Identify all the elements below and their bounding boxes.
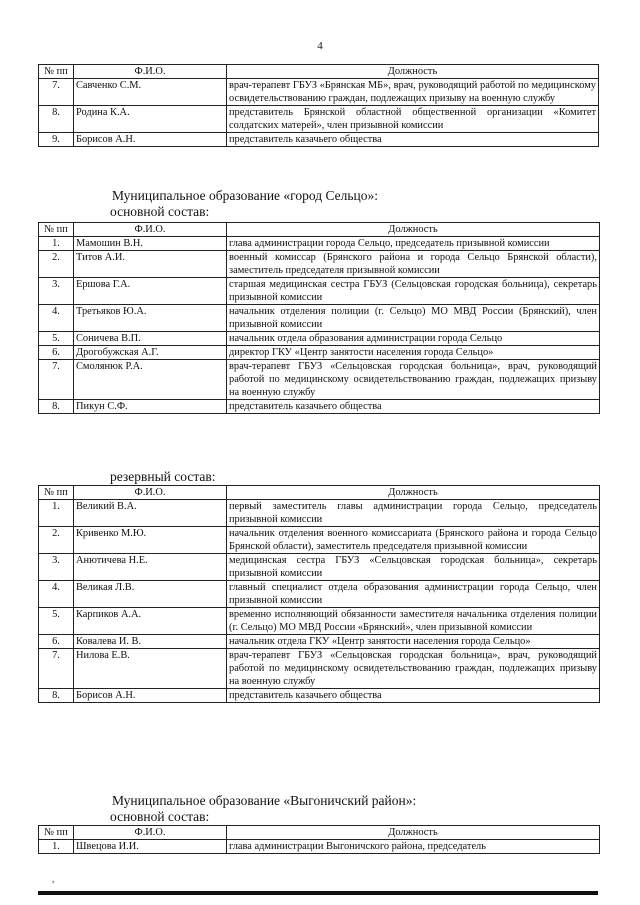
row-position: глава администрации города Сельцо, председатель призывной комиссии [227,237,600,251]
col-name-header: Ф.И.О. [74,486,227,500]
row-position: начальник отделения полиции (г. Сельцо) МО МВД России (Брянский), член призывной комиссии [227,305,600,332]
section-subtitle-reserve: резервный состав: [110,469,216,484]
row-name: Анютичева Н.Е. [74,554,227,581]
col-name-header: Ф.И.О. [74,65,227,79]
col-num-header: № пп [39,65,74,79]
table-row [39,305,600,332]
table-row [39,581,600,608]
col-num-header: № пп [39,223,74,237]
table-row [39,649,600,689]
row-number: 8. [39,400,74,414]
row-name: Борисов А.Н. [74,133,227,147]
commission-table-1 [38,64,599,147]
commission-table-selco-main [38,222,600,414]
row-name: Титов А.И. [74,251,227,278]
row-number: 1. [39,500,74,527]
row-number: 1. [39,840,74,854]
row-name: Мамошин В.Н. [74,237,227,251]
row-number: 9. [39,133,74,147]
row-position: представитель казачьего общества [227,133,599,147]
row-position: представитель казачьего общества [227,689,600,703]
row-number: 7. [39,79,74,106]
row-number: 8. [39,106,74,133]
row-name: Ершова Г.А. [74,278,227,305]
col-position-header: Должность [227,65,599,79]
row-number: 3. [39,278,74,305]
row-name: Пикун С.Ф. [74,400,227,414]
row-name: Карпиков А.А. [74,608,227,635]
section-title-selco: Муниципальное образование «город Сельцо»: [112,188,379,203]
row-position: военный комиссар (Брянского района и города Сельцо Брянской области), заместитель председателя призывной комиссии [227,251,600,278]
row-position: представитель казачьего общества [227,400,600,414]
row-name: Савченко С.М. [74,79,227,106]
section-subtitle-main: основной состав: [110,204,210,219]
table-row [39,360,600,400]
row-number: 5. [39,332,74,346]
section-subtitle-main-2: основной состав: [110,809,210,824]
row-name: Дрогобужская А.Г. [74,346,227,360]
row-name: Нилова Е.В. [74,649,227,689]
table-row [39,106,599,133]
row-number: 6. [39,635,74,649]
row-position: врач-терапевт ГБУЗ «Сельцовская городская больница», врач, руководящий работой по медицинскому освидетельствованию граждан, подлежащих призыву на военную службу [227,649,600,689]
row-position: врач-терапевт ГБУЗ «Брянская МБ», врач, руководящий работой по медицинскому освидетельствованию граждан, подлежащих призыву на военную службу [227,79,599,106]
row-position: первый заместитель главы администрации города Сельцо, председатель призывной комиссии [227,500,600,527]
row-number: 1. [39,237,74,251]
row-position: глава администрации Выгоничского района, председатель [227,840,600,854]
table-row [39,840,600,854]
col-position-header: Должность [227,826,600,840]
table-row [39,278,600,305]
row-number: 4. [39,581,74,608]
table-header-row [39,223,600,237]
scan-mark: , [52,874,55,884]
row-name: Великий В.А. [74,500,227,527]
row-position: начальник отделения военного комиссариата (Брянского района и города Сельцо Брянской области), заместитель председателя призывной комиссии [227,527,600,554]
col-position-header: Должность [227,486,600,500]
row-number: 5. [39,608,74,635]
row-position: директор ГКУ «Центр занятости населения города Сельцо» [227,346,600,360]
section-title-vygonichi: Муниципальное образование «Выгоничский район»: [112,793,417,808]
row-name: Великая Л.В. [74,581,227,608]
row-number: 2. [39,527,74,554]
table-header-row [39,65,599,79]
table-header-row [39,486,600,500]
table-row [39,608,600,635]
row-name: Соничева В.П. [74,332,227,346]
row-position: начальник отдела образования администрации города Сельцо [227,332,600,346]
row-position: главный специалист отдела образования администрации города Сельцо, член призывной комиссии [227,581,600,608]
row-name: Смолянюк Р.А. [74,360,227,400]
row-name: Третьяков Ю.А. [74,305,227,332]
table-row [39,689,600,703]
table-row [39,400,600,414]
table-header-row [39,826,600,840]
row-name: Родина К.А. [74,106,227,133]
col-name-header: Ф.И.О. [74,826,227,840]
row-number: 8. [39,689,74,703]
table-row [39,500,600,527]
table-row [39,527,600,554]
commission-table-selco-reserve [38,485,600,703]
table-row [39,237,600,251]
row-number: 2. [39,251,74,278]
table-row [39,133,599,147]
table-row [39,332,600,346]
col-num-header: № пп [39,486,74,500]
row-name: Кривенко М.Ю. [74,527,227,554]
table-row [39,251,600,278]
row-name: Борисов А.Н. [74,689,227,703]
table-row [39,554,600,581]
row-position: временно исполняющий обязанности заместителя начальника отделения полиции (г. Сельцо) МО МВД России «Брянский», член призывной комиссии [227,608,600,635]
row-number: 3. [39,554,74,581]
row-name: Швецова И.И. [74,840,227,854]
table-row [39,79,599,106]
row-number: 7. [39,360,74,400]
row-position: врач-терапевт ГБУЗ «Сельцовская городская больница», врач, руководящий работой по медицинскому освидетельствованию граждан, подлежащих призыву на военную службу [227,360,600,400]
page-number: 4 [317,40,323,52]
row-position: представитель Брянской областной общественной организации «Комитет солдатских матерей», член призывной комиссии [227,106,599,133]
row-name: Ковалева И. В. [74,635,227,649]
col-position-header: Должность [227,223,600,237]
row-number: 7. [39,649,74,689]
table-row [39,346,600,360]
row-position: медицинская сестра ГБУЗ «Сельцовская городская больница», секретарь призывной комиссии [227,554,600,581]
col-name-header: Ф.И.О. [74,223,227,237]
row-number: 4. [39,305,74,332]
col-num-header: № пп [39,826,74,840]
row-position: начальник отдела ГКУ «Центр занятости населения города Сельцо» [227,635,600,649]
table-row [39,635,600,649]
bottom-rule [38,891,598,895]
row-position: старшая медицинская сестра ГБУЗ (Сельцовская городская больница), секретарь призывной комиссии [227,278,600,305]
commission-table-vygonichi [38,825,600,854]
row-number: 6. [39,346,74,360]
